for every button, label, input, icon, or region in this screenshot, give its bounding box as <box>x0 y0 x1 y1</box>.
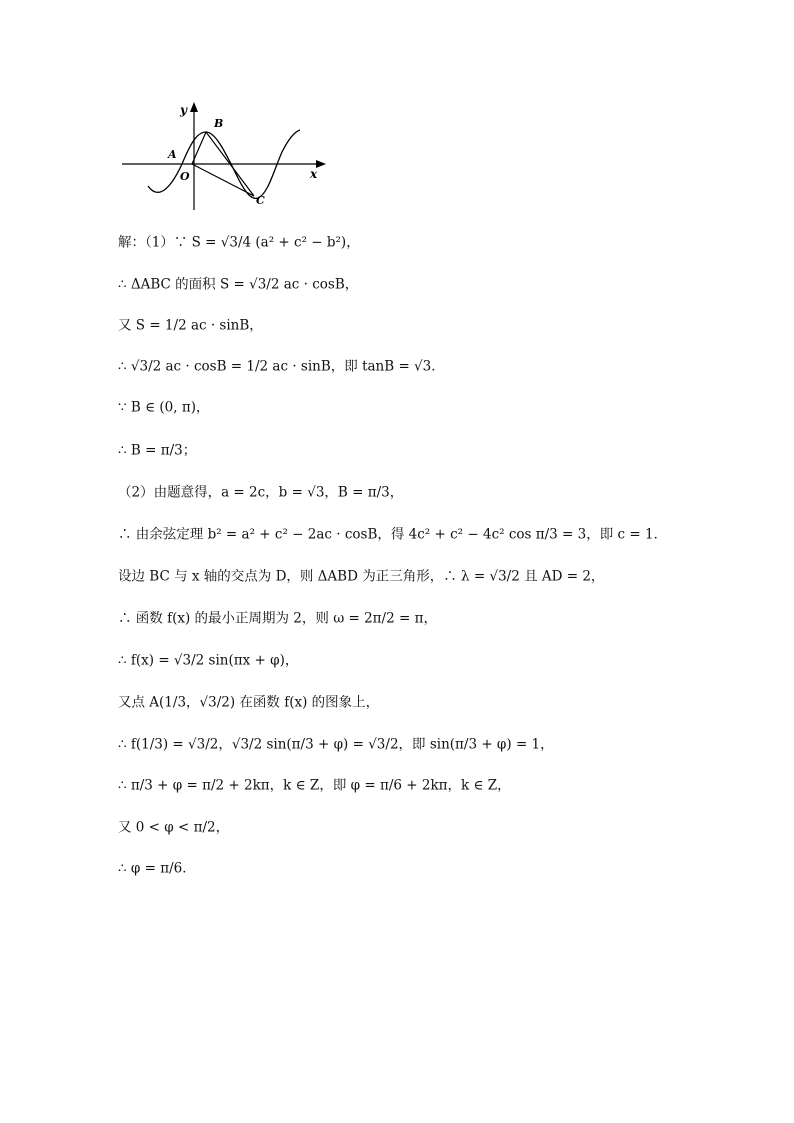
x-axis-arrow <box>316 160 326 168</box>
label-y: y <box>180 103 187 117</box>
solution-line: ∴ π/3 + φ = π/2 + 2kπ，k ∈ Z，即 φ = π/6 + 2kπ，k ∈ Z， <box>118 777 511 794</box>
solution-line: 设边 BC 与 x 轴的交点为 D，则 ΔABD 为正三角形，∴ λ = √3/2 且 AD = 2， <box>118 568 605 585</box>
solution-line: ∴ φ = π/6． <box>118 860 196 877</box>
solution-line: （2）由题意得，a = 2c，b = √3，B = π/3， <box>118 484 404 501</box>
solution-line: ∴ 函数 f(x) 的最小正周期为 2，则 ω = 2π/2 = π， <box>118 610 437 627</box>
sine-triangle-figure <box>118 98 334 216</box>
label-c: C <box>256 194 265 207</box>
solution-line: ∴ 由余弦定理 b² = a² + c² − 2ac · cosB，得 4c² + c² − 4c² cos π/3 = 3，即 c = 1． <box>118 526 668 543</box>
solution-line: ∴ f(1/3) = √3/2，√3/2 sin(π/3 + φ) = √3/2，即 sin(π/3 + φ) = 1， <box>118 736 554 753</box>
label-a: A <box>168 148 177 161</box>
solution-line: 又点 A(1/3，√3/2) 在函数 f(x) 的图象上， <box>118 694 380 711</box>
label-o: O <box>180 170 190 183</box>
solution-line: 又 0 < φ < π/2， <box>118 819 230 836</box>
solution-line: ∴ √3/2 ac · cosB = 1/2 ac · sinB，即 tanB = √3． <box>118 358 445 375</box>
y-axis-arrow <box>190 102 198 112</box>
solution-line: 解：（1）∵ S = √3/4 (a² + c² − b²)， <box>118 234 360 251</box>
solution-line: ∴ f(x) = √3/2 sin(πx + φ)， <box>118 652 299 669</box>
solution-line: ∴ B = π/3； <box>118 442 197 459</box>
solution-line: ∵ B ∈ (0, π)， <box>118 399 210 416</box>
solution-line: 又 S = 1/2 ac · sinB， <box>118 317 263 334</box>
label-x: x <box>310 167 318 181</box>
solution-line: ∴ ΔABC 的面积 S = √3/2 ac · cosB， <box>118 276 359 293</box>
label-b: B <box>214 117 224 130</box>
